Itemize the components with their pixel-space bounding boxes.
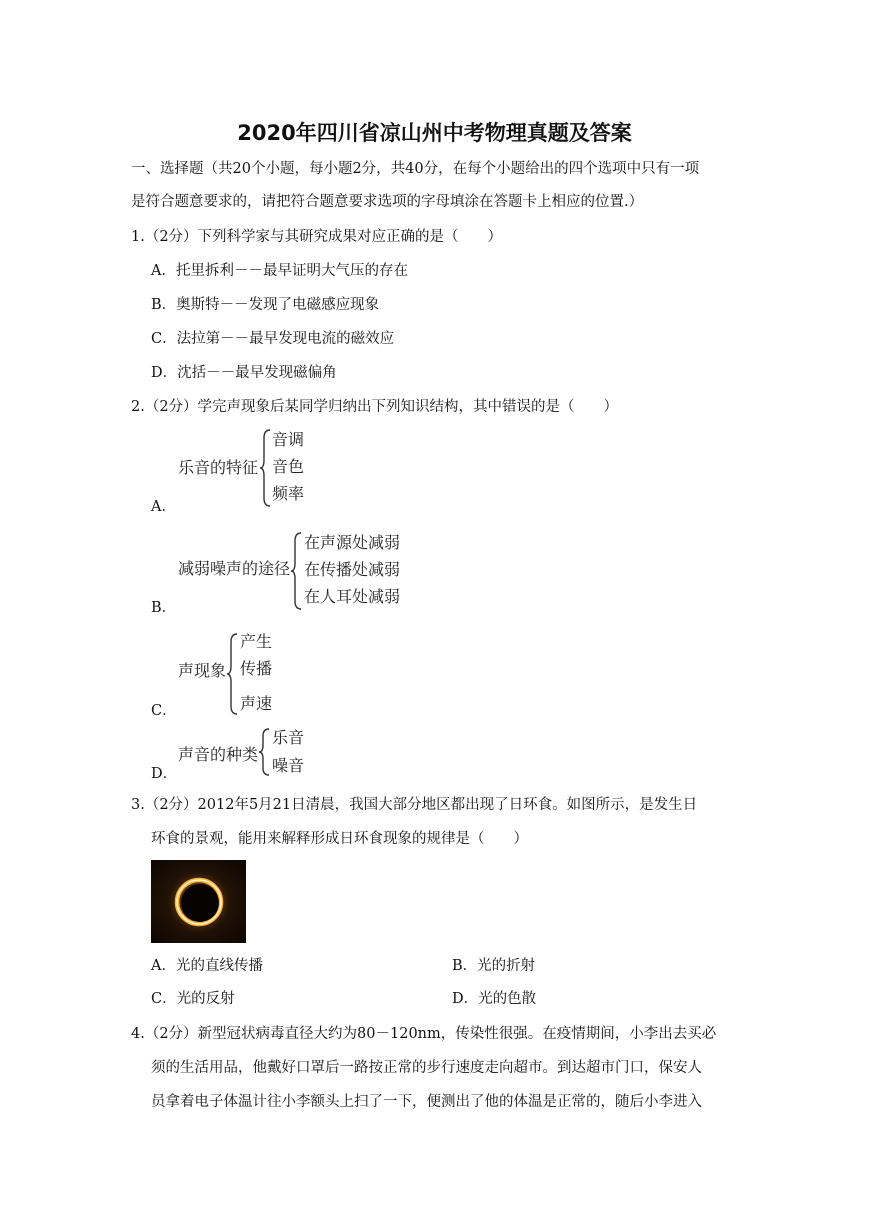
- q2c-item-3: 声速: [240, 694, 273, 713]
- q3-stem-line2: 环食的景观，能用来解释形成日环食现象的规律是（ ）: [151, 831, 528, 847]
- section-instruction-line2: 是符合题意要求的，请把符合题意要求选项的字母填涂在答题卡上相应的位置.）: [131, 194, 644, 210]
- q3-stem-line1: 3.（2分）2012年5月21日清晨，我国大部分地区都出现了日环食。如图所示，是发生日: [131, 797, 698, 813]
- q3-option-b: B．光的折射: [452, 958, 536, 974]
- q3-option-c: C．光的反射: [151, 991, 235, 1007]
- q1-option-a: A．托里拆利－－最早证明大气压的存在: [151, 263, 408, 279]
- page-title: 2020年四川省凉山州中考物理真题及答案: [237, 121, 632, 145]
- q1-option-b: B．奥斯特－－发现了电磁感应现象: [151, 297, 380, 313]
- q2-option-c-label: C．: [151, 703, 177, 719]
- q2-option-d-label: D．: [151, 766, 178, 782]
- q2a-root: 乐音的特征: [178, 458, 259, 477]
- annular-eclipse-photo: [151, 860, 246, 943]
- q2d-brace-icon: [258, 727, 272, 777]
- q2d-item-1: 乐音: [272, 728, 305, 747]
- q2c-brace-icon: [226, 632, 240, 716]
- q2-option-a-label: A．: [151, 499, 176, 515]
- q2d-item-2: 噪音: [272, 756, 305, 775]
- q1-option-d: D．沈括－－最早发现磁偏角: [151, 365, 337, 381]
- q2a-item-3: 频率: [272, 484, 305, 503]
- q4-stem-line3: 员拿着电子体温计往小李额头上扫了一下，便测出了他的体温是正常的，随后小李进入: [151, 1094, 702, 1110]
- q2a-item-1: 音调: [272, 430, 305, 449]
- q2d-root: 声音的种类: [178, 745, 259, 764]
- q2-option-b-label: B．: [151, 600, 177, 616]
- q2b-item-2: 在传播处减弱: [304, 560, 401, 579]
- q2c-item-1: 产生: [240, 632, 273, 651]
- q2a-item-2: 音色: [272, 457, 305, 476]
- q2-stem: 2.（2分）学完声现象后某同学归纳出下列知识结构，其中错误的是（ ）: [131, 399, 619, 415]
- section-instruction-line1: 一、选择题（共20个小题，每小题2分，共40分，在每个小题给出的四个选项中只有一项: [131, 161, 700, 177]
- q2c-root: 声现象: [178, 661, 227, 680]
- q1-option-c: C．法拉第－－最早发现电流的磁效应: [151, 331, 395, 347]
- q2a-brace-icon: [259, 428, 273, 508]
- q3-option-d: D．光的色散: [452, 991, 537, 1007]
- q2b-item-3: 在人耳处减弱: [304, 587, 401, 606]
- q2b-brace-icon: [290, 531, 304, 611]
- q3-option-a: A．光的直线传播: [151, 958, 263, 974]
- q2c-item-2: 传播: [240, 659, 273, 678]
- q2b-root: 减弱噪声的途径: [178, 559, 291, 578]
- q4-stem-line2: 须的生活用品，他戴好口罩后一路按正常的步行速度走向超市。到达超市门口，保安人: [151, 1060, 702, 1076]
- q2b-item-1: 在声源处减弱: [304, 533, 401, 552]
- q4-stem-line1: 4.（2分）新型冠状病毒直径大约为80－120nm，传染性很强。在疫情期间，小李出去买必: [131, 1026, 717, 1042]
- q1-stem: 1.（2分）下列科学家与其研究成果对应正确的是（ ）: [131, 229, 503, 245]
